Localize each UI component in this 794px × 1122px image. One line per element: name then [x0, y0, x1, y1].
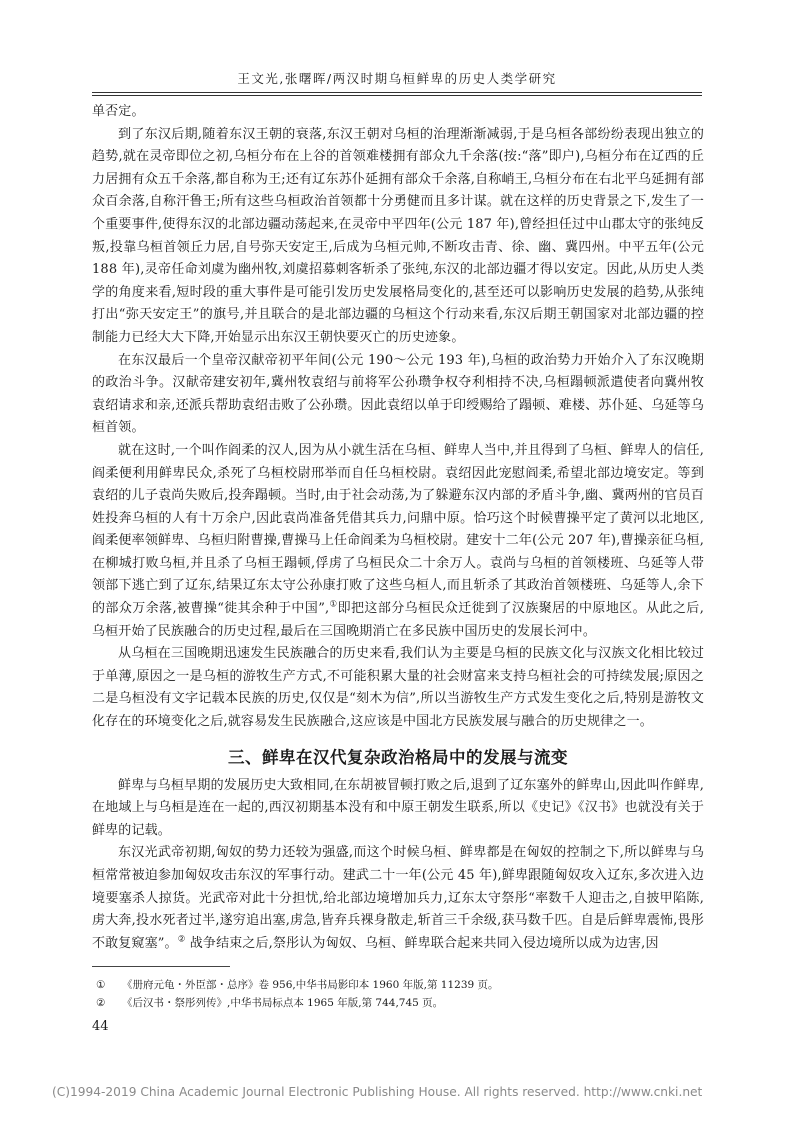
running-header: 王文光,张曙晖/两汉时期乌桓鲜卑的历史人类学研究	[237, 71, 557, 86]
footnote-1	[96, 976, 696, 994]
paragraph-guangwu-text-a: 东汉光武帝初期,匈奴的势力还较为强盛,而这个时候乌桓、鲜卑都是在匈奴的控制之下,所以鲜卑与乌桓常常被迫参加匈奴攻击东汉的军事行动。建武二十一年(公元 45 年),鲜卑跟随匈奴攻入辽东,多次进入边境要塞杀人掠货。光武帝对此十分担忧,给北部边境增加兵力,辽东太守祭彤“率数千人迎击之,自披甲陷陈,虏大奔,投水死者过半,遂穷追出塞,虏急,皆弃兵裸身散走,斩首三千余级,获马数千匹。自是后鲜卑震怖,畏彤不敢复窥塞”。	[92, 845, 704, 951]
paragraph-yan-rou-text-a: 就在这时,一个叫作阎柔的汉人,因为从小就生活在乌桓、鲜卑人当中,并且得到了乌桓、鲜卑人的信任,阎柔便利用鲜卑民众,杀死了乌桓校尉邢举而自任乌桓校尉。袁绍因此宠慰阎柔,希望北部边境安定。等到袁绍的儿子袁尚失败后,投奔蹋顿。当时,由于社会动荡,为了躲避东汉内部的矛盾斗争,幽、冀两州的官员百姓投奔乌桓的人有十万余户,因此袁尚准备凭借其兵力,问鼎中原。恰巧这个时候曹操平定了黄河以北地区,阎柔便率领鲜卑、乌桓归附曹操,曹操马上任命阎柔为乌桓校尉。建安十二年(公元 207 年),曹操亲征乌桓,在柳城打败乌桓,并且杀了乌桓王蹋顿,俘虏了乌桓民众二十余万人。袁尚与乌桓的首领楼班、乌延等人带领部下逃亡到了辽东,结果辽东太守公孙康打败了这些乌桓人,而且斩杀了其政治首领楼班、乌延等人,余下的部众万余落,被曹操“徙其余种于中国”,	[92, 442, 704, 617]
paragraph-guangwu-era	[92, 842, 704, 955]
footnote-ref-2[interactable]: ②	[177, 934, 186, 945]
paragraph-yan-rou	[92, 440, 704, 643]
header-rule-bottom	[92, 95, 702, 96]
footnote-text: 《后汉书・祭彤列传》,中华书局标点本 1965 年版,第 744,745 页。	[122, 997, 444, 1009]
page-number: 44	[92, 1019, 109, 1034]
footnotes	[96, 976, 696, 1012]
section-heading: 三、鲜卑在汉代复杂政治格局中的发展与流变	[228, 747, 568, 767]
paragraph-eastern-han-decline: 到了东汉后期,随着东汉王朝的衰落,东汉王朝对乌桓的治理渐渐减弱,于是乌桓各部纷纷表现出独立的趋势,就在灵帝即位之初,乌桓分布在上谷的首领难楼拥有部众九千余落(按:“落”即户),乌桓分布在辽西的丘力居拥有众五千余落,都自称为王;还有辽东苏仆延拥有部众千余落,自称峭王,乌桓分布在右北平乌延拥有部众百余落,自称汗鲁王;所有这些乌桓政治首领都十分勇健而且多计谋。就在这样的历史背景之下,发生了一个重要事件,使得东汉的北部边疆动荡起来,在灵帝中平四年(公元 187 年),曾经担任过中山郡太守的张纯反叛,投靠乌桓首领丘力居,自号弥天安定王,后成为乌桓元帅,不断攻击青、徐、幽、冀四州。中平五年(公元 188 年),灵帝任命刘虞为幽州牧,刘虞招募刺客斩杀了张纯,东汉的北部边疆才得以安定。因此,从历史人类学的角度来看,短时段的重大事件是可能引发历史发展格局变化的,甚至还可以影响历史发展的趋势,从张纯打出“弥天安定王”的旗号,并且联合的是北部边疆的乌桓这个行动来看,东汉后期王朝国家对北部边疆的控制能力已经大大下降,开始显示出东汉王朝快要灭亡的历史迹象。	[92, 126, 704, 345]
paragraph-ethnic-fusion: 从乌桓在三国晚期迅速发生民族融合的历史来看,我们认为主要是乌桓的民族文化与汉族文化相比较过于单薄,原因之一是乌桓的游牧生产方式,不可能积累大量的社会财富来支持乌桓社会的可持续发展;原因之二是乌桓没有文字记载本民族的历史,仅仅是“刻木为信”,所以当游牧生产方式发生变化之后,特别是游牧文化存在的环境变化之后,就容易发生民族融合,这应该是中国北方民族发展与融合的历史规律之一。	[92, 646, 704, 730]
footnote-text: 《册府元龟・外臣部・总序》卷 956,中华书局影印本 1960 年版,第 11239 页。	[122, 979, 499, 991]
paragraph-continued: 单否定。	[92, 104, 145, 119]
footnote-rule	[92, 966, 230, 967]
footnote-2	[96, 994, 696, 1012]
article-body	[92, 101, 704, 955]
paragraph-yan-rou-text-b: 即把这部分乌桓民众迁徙到了汉族聚居的中原地区。从此之后,乌桓开始了民族融合的历史过程,最后在三国晚期消亡在多民族中国历史的发展长河中。	[92, 601, 704, 639]
copyright-notice: (C)1994-2019 China Academic Journal Electronic Publishing House. All rights reserved. http://www.cnki.net	[52, 1085, 703, 1099]
footnote-ref-1[interactable]: ①	[329, 599, 338, 610]
footnote-mark: ②	[96, 997, 106, 1009]
header-rule-top	[92, 92, 702, 93]
paragraph-xiandi-era: 在东汉最后一个皇帝汉献帝初平年间(公元 190～公元 193 年),乌桓的政治势力开始介入了东汉晚期的政治斗争。汉献帝建安初年,冀州牧袁绍与前将军公孙瓒争权夺利相持不决,乌桓蹋顿派遣使者向冀州牧袁绍请求和亲,还派兵帮助袁绍击败了公孙瓒。因此袁绍以单于印绶赐给了蹋顿、难楼、苏仆延、乌延等乌桓首领。	[92, 352, 704, 436]
footnote-mark: ①	[96, 979, 106, 991]
paragraph-xianbei-origin: 鲜卑与乌桓早期的发展历史大致相同,在东胡被冒顿打败之后,退到了辽东塞外的鲜卑山,因此叫作鲜卑,在地域上与乌桓是连在一起的,西汉初期基本没有和中原王朝发生联系,所以《史记》《汉书》也就没有关于鲜卑的记载。	[92, 777, 704, 838]
paragraph-guangwu-text-b: 战争结束之后,祭彤认为匈奴、乌桓、鲜卑联合起来共同入侵边境所以成为边害,因	[189, 935, 659, 951]
